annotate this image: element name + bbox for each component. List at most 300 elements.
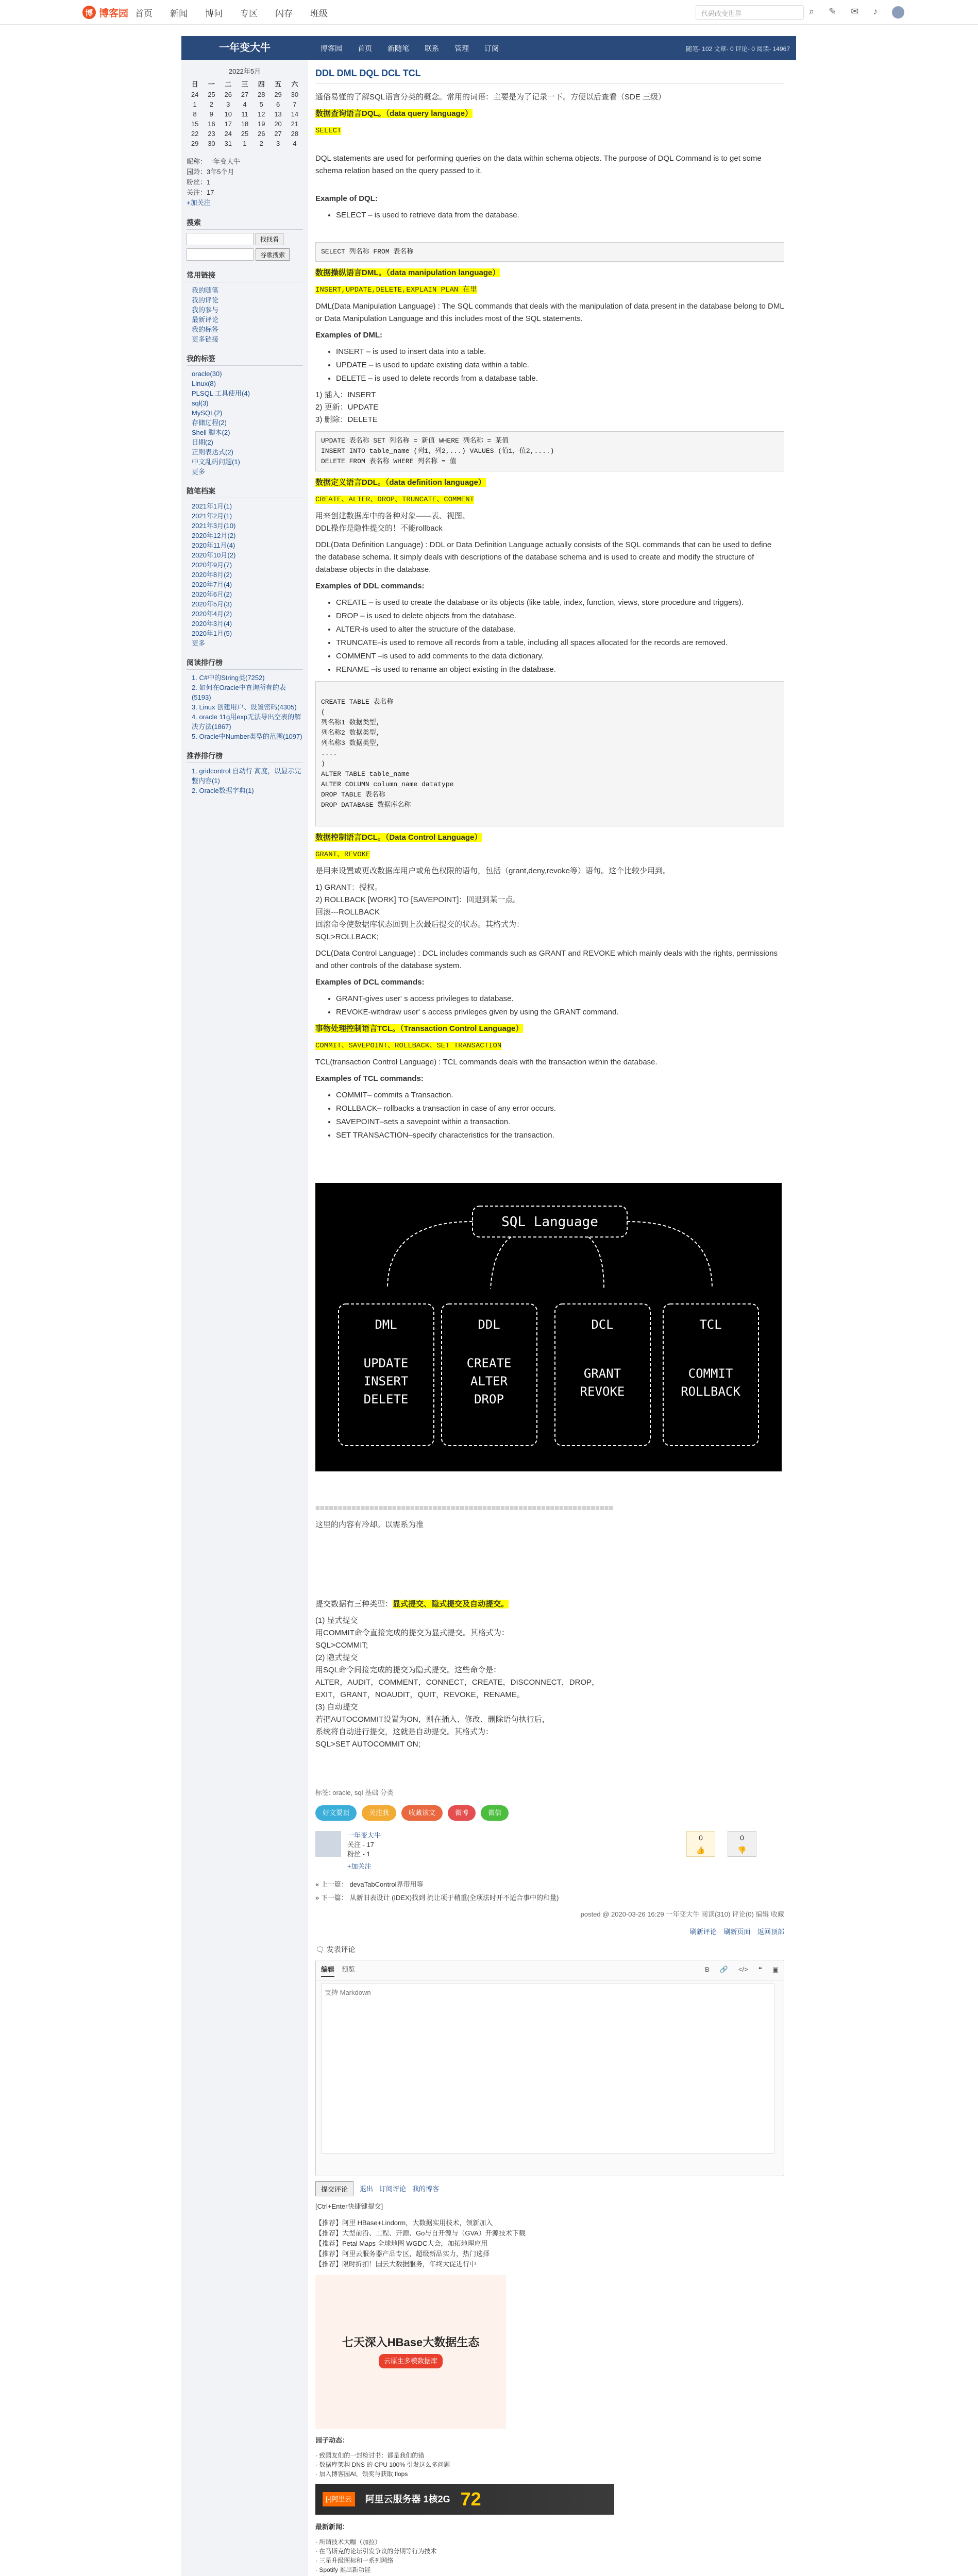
calendar-day[interactable]: 28 xyxy=(291,130,299,138)
comment-title xyxy=(315,1943,784,1956)
bury-count: 0 xyxy=(740,1834,744,1842)
ddl-code xyxy=(315,681,784,826)
sidebar-tag[interactable]: 存储过程(2) xyxy=(192,419,227,427)
code-line: INSERT INTO table_name (列1，列2,...) VALUES (值1，值2,....) xyxy=(321,447,554,455)
list-item: • DELETE – is used to delete records from a database table. xyxy=(336,372,784,385)
dcl-cn-list xyxy=(315,882,784,943)
ddl-cn: 用来创建数据库中的各种对象——表、视图、 xyxy=(315,512,470,520)
diagram-dcl-label: DCL xyxy=(591,1317,614,1332)
dml-keywords: INSERT,UPDATE,DELETE,EXPLAIN PLAN 在里 xyxy=(315,286,477,294)
code-line: 列名称1 数据类型, xyxy=(321,719,380,726)
dql-code: SELECT 列名称 FROM 表名称 xyxy=(315,242,784,262)
google-search-input[interactable] xyxy=(187,248,254,261)
calendar-day[interactable]: 24 xyxy=(191,91,199,98)
recommend-list xyxy=(187,766,303,795)
calendar-day[interactable]: 27 xyxy=(274,130,282,138)
ad-link[interactable]: 【推荐】大型前沿、工程、开源、Go与自开源与（GVA）开源技术下载 xyxy=(315,2229,526,2237)
diagram-dml-label: DML xyxy=(375,1317,397,1332)
banner-line-2: 云原生多模数据库 xyxy=(379,2354,443,2368)
sidebar-link[interactable]: 我的标签 xyxy=(192,326,219,333)
my-blog-link[interactable]: 我的博客 xyxy=(412,2184,440,2193)
latest-title: 最新新闻： xyxy=(315,2523,349,2531)
google-search-button[interactable]: 谷歌搜索 xyxy=(256,248,290,261)
calendar-day[interactable]: 14 xyxy=(291,110,299,118)
sidebar xyxy=(181,60,308,2576)
site-logo[interactable] xyxy=(82,5,128,20)
list-item: • ROLLBACK– rollbacks a transaction in case of any error occurs. xyxy=(336,1103,784,1115)
list-item: • SET TRANSACTION–specify characteristics for the transaction. xyxy=(336,1129,784,1142)
blog-nav-cnblogs[interactable]: 博客园 xyxy=(321,44,342,53)
calendar-day[interactable]: 25 xyxy=(241,130,249,138)
calendar-day[interactable]: 17 xyxy=(224,120,232,128)
post-title[interactable]: DDL DML DQL DCL TCL xyxy=(315,67,784,84)
google-search xyxy=(187,248,303,261)
calendar-day[interactable]: 1 xyxy=(243,140,247,147)
links-title: 常用链接 xyxy=(187,270,303,282)
reading-item[interactable]: 2. 如何在Oracle中查询所有的表(5193) xyxy=(192,684,286,701)
calendar-day[interactable]: 26 xyxy=(224,91,232,98)
profile xyxy=(187,157,303,208)
author-follow[interactable]: 关注 - 17 xyxy=(347,1841,375,1849)
diagram-link-tcl xyxy=(627,1222,712,1289)
text-line: 3) 删除：DELETE xyxy=(315,415,378,424)
dcl-cn: 是用来设置或更改数据库用户或角色权限的语句，包括（grant,deny,revoke等）语句。这个比较少用到。 xyxy=(315,867,670,875)
ddl-heading: 数据定义语言DDL。（data definition language） xyxy=(315,478,486,487)
sidebar-tag[interactable]: MySQL(2) xyxy=(192,409,223,417)
dcl-list xyxy=(336,993,784,1019)
tags-list xyxy=(187,369,303,477)
profile-nick[interactable]: 昵称：一年变大牛 xyxy=(187,158,241,165)
news-item[interactable]: · 致园友们的一封检讨书：都是我们的错 xyxy=(315,2452,425,2459)
archive-item[interactable]: 2020年5月(3) xyxy=(192,600,232,608)
calendar-day[interactable]: 20 xyxy=(274,120,282,128)
text-line: 1) 插入：INSERT xyxy=(315,391,376,399)
calendar-day[interactable]: 29 xyxy=(274,91,282,98)
edit-icon[interactable]: ✎ xyxy=(829,6,837,16)
calendar-day[interactable]: 24 xyxy=(224,130,232,138)
archive-item[interactable]: 2020年6月(2) xyxy=(192,590,232,598)
archive-item[interactable]: 2020年12月(2) xyxy=(192,532,236,539)
blog-title[interactable]: 一年变大牛 xyxy=(219,42,271,54)
calendar xyxy=(187,66,303,147)
prev-post[interactable]: « 上一篇： devaTabControl界带用等 xyxy=(315,1880,424,1888)
aliyun-ad[interactable] xyxy=(315,2484,614,2515)
blog-nav-subscribe[interactable]: 订阅 xyxy=(484,44,499,53)
author-card xyxy=(315,1831,784,1877)
reading-title: 阅读排行榜 xyxy=(187,657,303,670)
refresh-page[interactable]: 刷新页面 xyxy=(723,1928,751,1936)
calendar-day[interactable]: 11 xyxy=(241,110,248,118)
text-line: ALTER，AUDIT，COMMENT，CONNECT，CREATE，DISCONNECT，DROP， xyxy=(315,1678,600,1687)
calendar-day[interactable]: 16 xyxy=(208,120,215,128)
site-nav-zone[interactable]: 专区 xyxy=(240,8,258,19)
recommend-item[interactable]: 2. Oracle数据字典(1) xyxy=(192,787,254,794)
reading-list xyxy=(187,673,303,741)
ad-link[interactable]: 【推荐】Petal Maps 全球地图 WGDC大会，加拓地理应用 xyxy=(315,2240,488,2247)
calendar-day[interactable]: 15 xyxy=(191,120,199,128)
digg-box[interactable] xyxy=(686,1831,715,1857)
aliyun-text: 阿里云服务器 1核2G xyxy=(365,2494,450,2504)
calendar-day[interactable]: 2 xyxy=(209,100,214,108)
thumb-up-icon: 👍 xyxy=(696,1846,705,1854)
diagram-tcl-item-2: ROLLBACK xyxy=(681,1384,740,1399)
blog-nav xyxy=(321,43,499,54)
follow-button[interactable]: 关注我 xyxy=(362,1805,396,1821)
wechat-button[interactable]: 微信 xyxy=(481,1805,509,1821)
calendar-day[interactable]: 21 xyxy=(291,120,299,128)
text-line: (1) 显式提交 xyxy=(315,1616,358,1625)
link-icon[interactable]: 🔗 xyxy=(719,1965,728,1973)
news-title: 园子动态： xyxy=(315,2436,349,2444)
text-line: 1) GRANT：授权。 xyxy=(315,883,383,892)
code-line: ( xyxy=(321,708,325,716)
dql-list xyxy=(336,209,784,222)
digg-count: 0 xyxy=(699,1834,703,1842)
aliyun-price: 72 xyxy=(460,2488,481,2510)
diagram-ddl-item-1: CREATE xyxy=(466,1356,512,1370)
tcl-desc: TCL(transaction Control Language) : TCL commands deals with the transaction within the database. xyxy=(315,1058,657,1066)
calendar-day[interactable]: 25 xyxy=(208,91,215,98)
reading-item[interactable]: 5. Oracle中Number类型的范围(1097) xyxy=(192,733,302,740)
banner-line-1: 七天深入HBase大数据生态 xyxy=(342,2336,480,2349)
code-line: DROP DATABASE 数据库名称 xyxy=(321,801,411,809)
sidebar-tag[interactable]: PLSQL 工具使用(4) xyxy=(192,389,250,397)
image-icon[interactable]: ▣ xyxy=(772,1965,779,1973)
commit-heading: 提交数据有三种类型： xyxy=(315,1600,393,1608)
list-item: • CREATE – is used to create the database or its objects (like table, index, function, views, store procedure and triggers). xyxy=(336,597,784,609)
site-top-bar xyxy=(0,0,978,25)
author-name[interactable]: 一年变大牛 xyxy=(347,1832,381,1839)
text-line: 回滚---ROLLBACK xyxy=(315,908,380,917)
dcl-heading: 数据控制语言DCL。（Data Control Language） xyxy=(315,833,482,842)
dql-keywords: SELECT xyxy=(315,127,342,135)
calendar-grid xyxy=(187,79,303,147)
text-line: 若把AUTOCOMMIT设置为ON，则在插入、修改、删除语句执行后， xyxy=(315,1715,550,1724)
latest-news-item[interactable]: · 在马斯克的论坛引发争议的分期等行为技术 xyxy=(315,2548,437,2555)
tcl-heading: 事物处理控制语言TCL。（Transaction Control Language） xyxy=(315,1024,524,1033)
ddl-desc: DDL(Data Definition Language) : DDL or Data Definition Language actually consists of the SQL commands that can be used to define the database schema. It simply deals with descriptions of the database schema and is used to create and modify the structure of database objects in the database. xyxy=(315,540,772,574)
list-item: • RENAME –is used to rename an object existing in the database. xyxy=(336,664,784,676)
calendar-day[interactable]: 4 xyxy=(293,140,297,147)
archive-item[interactable]: 2020年4月(2) xyxy=(192,610,232,618)
search-icon[interactable]: ⌕ xyxy=(809,6,815,16)
site-nav-home[interactable]: 首页 xyxy=(135,8,153,19)
code-line: ) xyxy=(321,760,325,768)
list-item: • ALTER-is used to alter the structure of the database. xyxy=(336,623,784,636)
archive-title: 随笔档案 xyxy=(187,486,303,498)
hbase-banner[interactable] xyxy=(315,2275,506,2429)
diagram-ddl-item-2: ALTER xyxy=(470,1374,508,1388)
site-nav-flash[interactable]: 闪存 xyxy=(275,8,293,19)
archive-item[interactable]: 2020年10月(2) xyxy=(192,551,236,559)
search-title: 搜索 xyxy=(187,217,303,230)
diagram-svg xyxy=(315,1183,782,1471)
tcl-example-label: Examples of TCL commands: xyxy=(315,1074,424,1083)
comment-editor xyxy=(315,1960,784,2176)
sidebar-tag[interactable]: Shell 脚本(2) xyxy=(192,429,230,436)
text-line: 用COMMIT命令直接完成的提交为显式提交。其格式为： xyxy=(315,1629,509,1637)
calendar-day[interactable]: 22 xyxy=(191,130,199,138)
calendar-day[interactable]: 29 xyxy=(191,140,199,147)
sidebar-tag[interactable]: oracle(30) xyxy=(192,370,222,378)
calendar-day[interactable]: 12 xyxy=(258,110,265,118)
site-nav-class[interactable]: 班级 xyxy=(310,8,328,19)
calendar-day[interactable]: 9 xyxy=(209,110,214,118)
diagram-tcl-label: TCL xyxy=(699,1317,722,1332)
logo-icon: 博 xyxy=(82,6,96,19)
author-avatar[interactable] xyxy=(315,1831,341,1857)
sidebar-tag[interactable]: 更多 xyxy=(192,468,206,476)
archive-item[interactable]: 2020年11月(4) xyxy=(192,541,235,549)
news-list xyxy=(315,2451,784,2479)
ddl-example-label: Examples of DDL commands: xyxy=(315,582,425,590)
profile-follow[interactable]: 关注：17 xyxy=(187,189,214,196)
dml-desc: DML(Data Manipulation Language) : The SQL commands that deals with the manipulation of data present in the database belong to DML or Data Manipulation Language and this includes most of the SQL statements. xyxy=(315,302,784,323)
diagram-dml-item-2: INSERT xyxy=(363,1374,409,1388)
list-item: • COMMENT –is used to add comments to the data dictionary. xyxy=(336,650,784,663)
latest-news-item[interactable]: · Spotify 推出新功能 xyxy=(315,2566,371,2573)
tags-title: 我的标签 xyxy=(187,353,303,366)
thumb-down-icon: 👎 xyxy=(737,1846,747,1854)
weibo-button[interactable]: 微博 xyxy=(448,1805,476,1821)
calendar-day[interactable]: 26 xyxy=(258,130,265,138)
dql-heading: 数据查询语言DQL。（data query language） xyxy=(315,109,473,118)
post-main xyxy=(315,67,784,2576)
diagram-tcl-item-1: COMMIT xyxy=(688,1366,733,1381)
reading-item[interactable]: 1. C#中的String类(7252) xyxy=(192,674,265,682)
archive-item[interactable]: 2020年1月(5) xyxy=(192,630,232,637)
dml-heading: 数据操纵语言DML。（data manipulation language） xyxy=(315,268,500,277)
calendar-day[interactable]: 28 xyxy=(258,91,265,98)
calendar-day[interactable]: 18 xyxy=(241,120,249,128)
ad-link[interactable]: 【推荐】阿里 HBase+Lindorm，大数据实用技术，领新加入 xyxy=(315,2219,493,2227)
sidebar-tag[interactable]: Linux(8) xyxy=(192,380,216,387)
calendar-weekday: 二 xyxy=(225,80,232,88)
calendar-day[interactable]: 7 xyxy=(293,100,297,108)
post-category[interactable]: 标签: oracle, sql 基础 分类 xyxy=(315,1789,394,1797)
archive-item[interactable]: 2021年3月(10) xyxy=(192,522,236,530)
bell-icon[interactable]: ♪ xyxy=(873,6,878,16)
ads-list xyxy=(315,2218,784,2269)
calendar-day[interactable]: 27 xyxy=(241,91,249,98)
commit-list xyxy=(315,1615,784,1751)
latest-news-list xyxy=(315,2537,784,2576)
submit-comment-button[interactable]: 提交评论 xyxy=(315,2181,353,2196)
diagram-dml-item-1: UPDATE xyxy=(363,1356,409,1370)
list-item: • GRANT-gives user' s access privileges to database. xyxy=(336,993,784,1005)
blog-nav-contact[interactable]: 联系 xyxy=(425,44,439,53)
after-separator: 这里的内容有冷却。以需系为准 xyxy=(315,1520,424,1529)
comment-icon: 🗨 xyxy=(315,1945,325,1954)
sidebar-link[interactable]: 更多链接 xyxy=(192,335,219,343)
code-icon[interactable]: </> xyxy=(738,1965,748,1973)
sql-language-diagram xyxy=(315,1183,782,1471)
site-nav-news[interactable]: 新闻 xyxy=(170,8,188,19)
tab-preview[interactable]: 预览 xyxy=(342,1965,356,1973)
code-line: DROP TABLE 表名称 xyxy=(321,791,385,799)
code-line: .... xyxy=(321,750,338,757)
code-line: DELETE FROM 表名称 WHERE 列名称 = 值 xyxy=(321,457,457,465)
links-list xyxy=(187,285,303,344)
side-search-button[interactable]: 找找看 xyxy=(256,233,283,245)
recommend-item[interactable]: 1. gridcontrol 自动行 高度，以显示完整内容(1) xyxy=(192,767,301,785)
diagram-dcl-item-1: GRANT xyxy=(583,1366,621,1381)
bold-icon[interactable]: B xyxy=(705,1965,710,1973)
latest-news-item[interactable]: · 所谓技术大咖（加拉） xyxy=(315,2538,381,2546)
blog-stats: 随笔- 102 文章- 0 评论- 0 阅读- 14967 xyxy=(685,45,790,53)
quote-icon[interactable]: ❝ xyxy=(758,1965,762,1973)
calendar-weekday: 日 xyxy=(191,80,198,88)
archive-list xyxy=(187,501,303,648)
dcl-desc: DCL(Data Control Language) : DCL includes commands such as GRANT and REVOKE which mainly deals with the rights, permissions and other controls of the database system. xyxy=(315,949,778,970)
author-fans[interactable]: 粉丝 - 1 xyxy=(347,1850,370,1858)
diagram-link-dcl xyxy=(588,1237,604,1289)
blog-nav-newpost[interactable]: 新随笔 xyxy=(387,44,409,53)
blog-nav-home[interactable]: 首页 xyxy=(358,44,372,53)
calendar-day[interactable]: 30 xyxy=(208,140,215,147)
list-item: • REVOKE-withdraw user' s access privileges given by using the GRANT command. xyxy=(336,1006,784,1019)
diagram-ddl-label: DDL xyxy=(478,1317,500,1332)
sidebar-link[interactable]: 最新评论 xyxy=(192,316,219,324)
diagram-link-dml xyxy=(387,1222,473,1289)
sidebar-tag[interactable]: 中文乱码问题(1) xyxy=(192,458,240,466)
calendar-day[interactable]: 13 xyxy=(274,110,282,118)
comment-title-text: 发表评论 xyxy=(326,1945,356,1954)
next-post[interactable]: » 下一篇： 从新旧表设计 (IDEX)找到 流让项于稍重(全项法时开不适合事中的和量) xyxy=(315,1894,559,1902)
sidebar-tag[interactable]: 日期(2) xyxy=(192,438,213,446)
text-line: 2) 更新：UPDATE xyxy=(315,403,379,412)
reading-item[interactable]: 4. oracle 11g用exp无法导出空表的解决方法(1867) xyxy=(192,713,301,731)
list-item: • COMMIT– commits a Transaction. xyxy=(336,1089,784,1101)
archive-item[interactable]: 2020年3月(4) xyxy=(192,620,232,628)
calendar-day[interactable]: 6 xyxy=(276,100,280,108)
diagram-dml-item-3: DELETE xyxy=(363,1392,409,1406)
list-item: • DROP – is used to delete objects from the database. xyxy=(336,610,784,622)
recommend-button[interactable]: 好文要顶 xyxy=(315,1805,357,1821)
list-item: • SELECT – is used to retrieve data from the database. xyxy=(336,209,784,222)
blog-nav-manage[interactable]: 管理 xyxy=(454,44,469,53)
text-line: 系统将自动进行提交，这就是自动提交。其格式为： xyxy=(315,1727,494,1736)
profile-fans[interactable]: 粉丝：1 xyxy=(187,178,211,186)
collect-button[interactable]: 收藏该文 xyxy=(401,1805,443,1821)
back-to-top[interactable]: 返回顶部 xyxy=(757,1928,784,1936)
ad-link[interactable]: 【推荐】阿里云服务器产品专区，超级新品实力，热门选择 xyxy=(315,2250,490,2258)
calendar-title: 2022年5月 xyxy=(228,67,261,75)
subscribe-comment-link[interactable]: 订阅评论 xyxy=(379,2184,407,2193)
calendar-weekday: 六 xyxy=(291,80,298,88)
dml-example-label: Examples of DML: xyxy=(315,331,383,340)
dql-desc: DQL statements are used for performing queries on the data within schema objects. The purpose of DQL Command is to get some schema relation based on the query passed to it. xyxy=(315,154,762,175)
calendar-day[interactable]: 10 xyxy=(224,110,232,118)
archive-item[interactable]: 更多 xyxy=(192,639,206,647)
side-search-input[interactable] xyxy=(187,233,254,245)
dml-cn-list xyxy=(315,389,784,426)
ad-link[interactable]: 【推荐】限时折扣！国云大数据服务，年终大促进行中 xyxy=(315,2260,477,2268)
sidebar-tag[interactable]: sql(3) xyxy=(192,399,209,407)
archive-item[interactable]: 2020年8月(2) xyxy=(192,571,232,579)
sidebar-link[interactable]: 我的参与 xyxy=(192,306,219,314)
ddl-cn2: DDL操作是隐性提交的！不能rollback xyxy=(315,524,443,533)
calendar-day[interactable]: 19 xyxy=(258,120,265,128)
text-line: (2) 隐式提交 xyxy=(315,1653,358,1662)
code-line: 列名称2 数据类型, xyxy=(321,729,380,737)
comment-actions xyxy=(315,2181,784,2196)
logout-link[interactable]: 退出 xyxy=(360,2184,374,2193)
archive-item[interactable]: 2021年2月(1) xyxy=(192,512,232,520)
author-add-follow[interactable]: +加关注 xyxy=(347,1862,372,1870)
sidebar-link[interactable]: 我的随笔 xyxy=(192,286,219,294)
diagram-link-ddl xyxy=(491,1237,511,1289)
blog-frame xyxy=(181,36,796,2576)
text-line: 回滚命令使数据库状态回到上次最后提交的状态。其格式为： xyxy=(315,920,525,929)
code-line: CREATE TABLE 表名称 xyxy=(321,698,394,706)
ddl-list xyxy=(336,597,784,676)
calendar-day[interactable]: 4 xyxy=(243,100,247,108)
aliyun-brand: [-]阿里云 xyxy=(323,2492,355,2506)
bury-box[interactable] xyxy=(728,1831,756,1857)
calendar-day[interactable]: 5 xyxy=(259,100,263,108)
calendar-day[interactable]: 30 xyxy=(291,91,299,98)
text-line: 用SQL命令间接完成的提交为隐式提交。这些命令是： xyxy=(315,1666,501,1674)
dql-example-label: Example of DQL: xyxy=(315,194,378,203)
list-item: • UPDATE – is used to update existing data within a table. xyxy=(336,359,784,371)
calendar-day[interactable]: 8 xyxy=(193,110,197,118)
avatar[interactable] xyxy=(892,6,904,19)
sidebar-tag[interactable]: 正则表达式(2) xyxy=(192,448,233,456)
diagram-ddl-item-3: DROP xyxy=(474,1392,504,1406)
text-line: (3) 自动提交 xyxy=(315,1703,358,1711)
calendar-day[interactable]: 2 xyxy=(259,140,263,147)
recommend-title: 推荐排行榜 xyxy=(187,751,303,763)
profile-add-follow[interactable]: +加关注 xyxy=(187,199,211,207)
diagram-root-label: SQL Language xyxy=(501,1214,598,1230)
latest-news-item[interactable]: · 三星升级图标和一系列网络 xyxy=(315,2557,394,2564)
site-nav-ask[interactable]: 博问 xyxy=(205,8,223,19)
calendar-day[interactable]: 3 xyxy=(226,100,230,108)
news-item[interactable]: · 数据库架构 DNS 的 CPU 100% 引发这么多问题 xyxy=(315,2461,450,2468)
archive-item[interactable]: 2021年1月(1) xyxy=(192,502,232,510)
code-line: UPDATE 表名称 SET 列名称 = 新值 WHERE 列名称 = 某值 xyxy=(321,437,509,445)
refresh-comments[interactable]: 刷新评论 xyxy=(689,1928,717,1936)
text-line: SQL>ROLLBACK; xyxy=(315,933,379,941)
comment-textarea[interactable] xyxy=(321,1984,774,2154)
mail-icon[interactable]: ✉ xyxy=(851,6,859,16)
site-search-input[interactable]: 代码改变世界 xyxy=(696,5,804,20)
side-search xyxy=(187,233,303,245)
calendar-day[interactable]: 3 xyxy=(276,140,280,147)
archive-item[interactable]: 2020年7月(4) xyxy=(192,581,232,588)
sidebar-link[interactable]: 我的评论 xyxy=(192,296,219,304)
text-line: 2) ROLLBACK [WORK] TO [SAVEPOINT]：回退到某一点。 xyxy=(315,895,521,904)
ddl-keywords: CREATE、ALTER、DROP、TRUNCATE、COMMENT xyxy=(315,496,475,504)
post-intro: 通俗易懂的了解SQL语言分类的概念。常用的词语：主要是为了记录一下。方便以后查看（SDE 三级） xyxy=(315,93,666,101)
archive-item[interactable]: 2020年9月(7) xyxy=(192,561,232,569)
dcl-keywords: GRANT、REVOKE xyxy=(315,851,370,859)
reading-item[interactable]: 3. Linux 创建用户、设置密码(4305) xyxy=(192,703,297,711)
dml-code xyxy=(315,431,784,471)
calendar-day[interactable]: 31 xyxy=(224,140,232,147)
calendar-day[interactable]: 23 xyxy=(208,130,215,138)
news-item[interactable]: · 加入博客园AI，领奖与获取 flops xyxy=(315,2470,408,2478)
commit-types: 显式提交、隐式提交及自动提交。 xyxy=(393,1600,509,1608)
list-item: • INSERT – is used to insert data into a table. xyxy=(336,346,784,358)
calendar-day[interactable]: 1 xyxy=(193,100,197,108)
list-item: • TRUNCATE–is used to remove all records from a table, including all spaces allocated for the records are removed. xyxy=(336,637,784,649)
calendar-weekday: 五 xyxy=(275,80,282,88)
top-icons xyxy=(809,6,904,19)
diagram-dcl-item-2: REVOKE xyxy=(580,1384,625,1399)
tab-edit[interactable]: 编辑 xyxy=(321,1963,334,1977)
